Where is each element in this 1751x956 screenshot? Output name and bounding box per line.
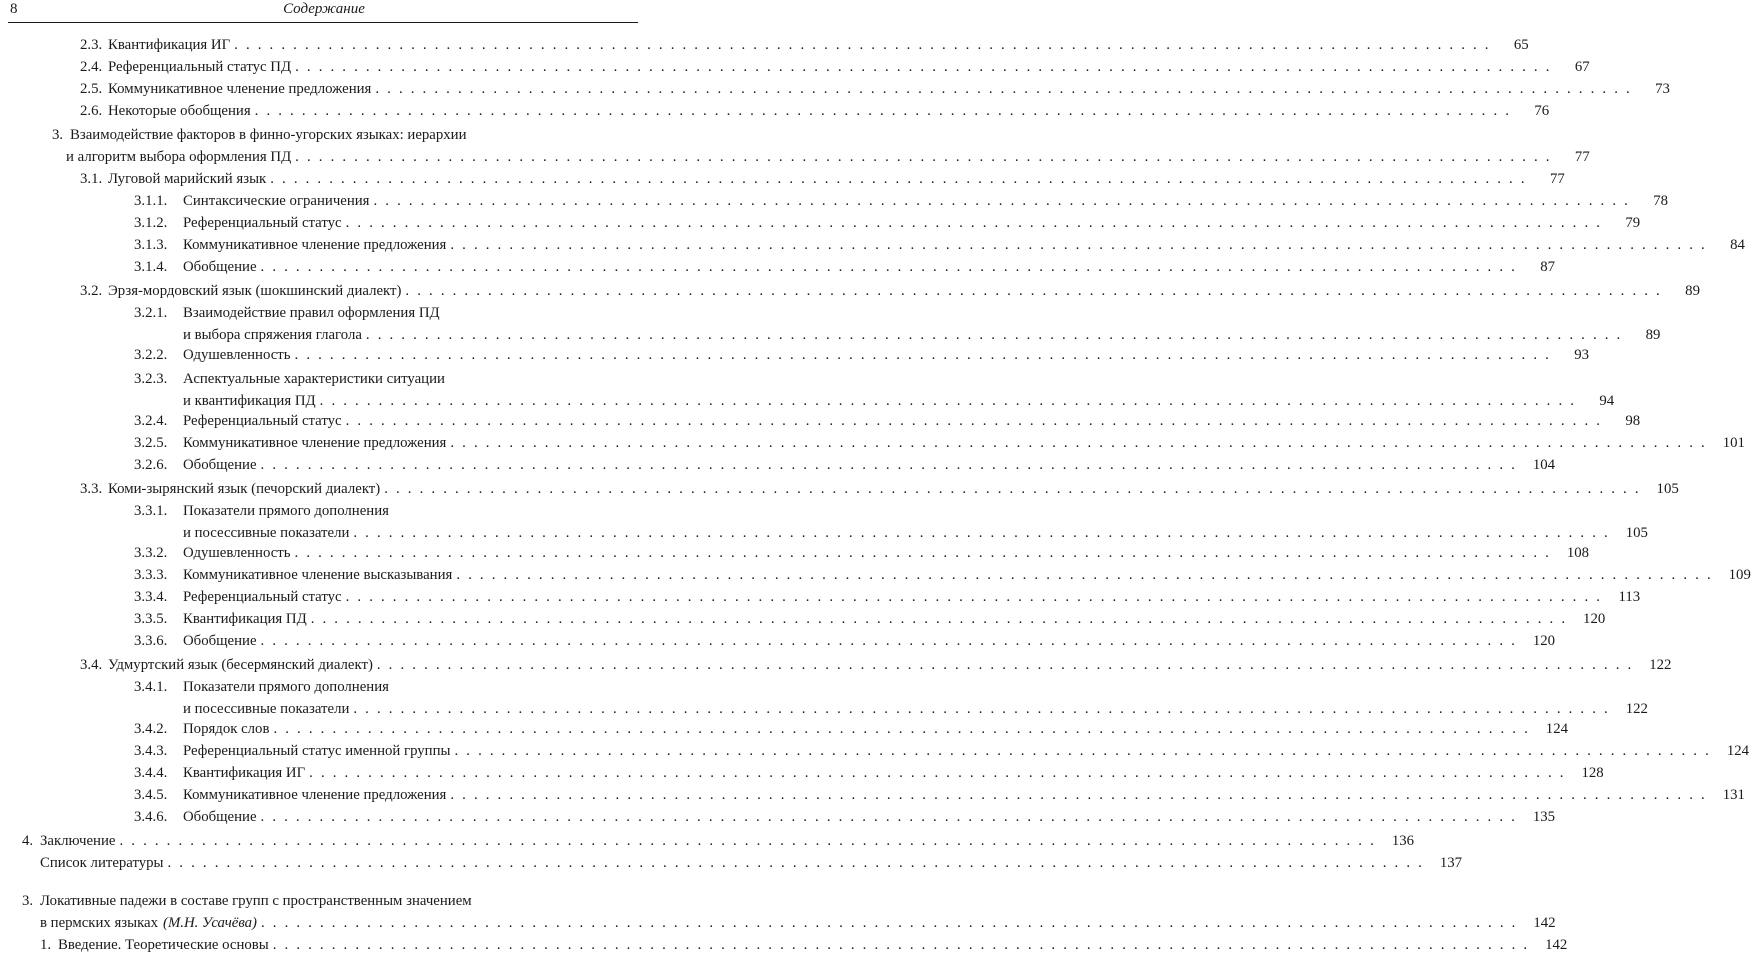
toc-entry-number: 3. [22,893,34,909]
toc-line [134,412,1641,431]
leader-dots [273,936,1530,955]
toc-entry [0,80,1670,100]
toc-entry-number: 3.3. [80,481,103,497]
toc-entry-number: 4. [22,833,34,849]
toc-entry-title: Коммуникативное членение предложения [108,81,372,97]
leader-dots [309,764,1566,783]
toc-line [134,786,1745,805]
toc-page-number: 108 [1566,545,1590,561]
leader-dots [346,588,1603,607]
toc-line [22,832,1415,851]
toc-entry [0,720,1568,740]
toc-entry [0,502,1648,546]
toc-entry-number: 3.1.3. [134,237,168,253]
toc-page-number: 122 [1625,701,1648,717]
toc-entry-title: Коммуникативное членение предложения [183,435,447,451]
toc-page-number: 79 [1625,215,1641,231]
leader-dots [255,102,1512,121]
toc-page-number: 122 [1649,657,1672,673]
toc-entry-number: 3.3.1. [134,503,168,519]
toc-page-number: 84 [1730,237,1745,253]
toc-entry-title: Квантификация ИГ [183,765,306,781]
leader-dots [234,36,1491,55]
toc-entry-title: Взаимодействие правил оформления ПД [183,305,440,321]
toc-page-number: 109 [1728,567,1751,583]
toc-entry-number: 3.2.6. [134,457,168,473]
leader-dots [168,854,1425,873]
toc-entry [0,412,1641,432]
toc-entry [0,102,1550,122]
toc-entry [0,370,1615,414]
toc-page-number: 128 [1581,765,1604,781]
toc-page-number: 76 [1534,103,1550,119]
leader-dots [384,480,1641,499]
toc-entry [0,656,1672,676]
toc-entry-number: 3.2.4. [134,413,168,429]
toc-entry [0,58,1590,78]
toc-entry [0,346,1590,366]
toc-line [134,456,1556,475]
page-number: 8 [10,1,18,17]
toc-entry-number: 3.2. [80,283,103,299]
toc-entry-number: 3.1. [80,171,103,187]
toc-line [183,392,1615,411]
toc-entry-title-continued: и квантификация ПД [183,393,316,409]
toc-entry-title: Коми-зырянский язык (печорский диалект) [108,481,381,497]
toc-line [80,36,1529,55]
toc-line [134,588,1641,607]
toc-line [183,700,1648,719]
toc-entry-title: Аспектуальные характеристики ситуации [183,371,445,387]
toc-entry-number: 1. [40,937,52,953]
toc-page-number: 124 [1726,743,1750,759]
toc-page-number: 135 [1532,809,1556,825]
leader-dots [346,214,1603,233]
toc-line [134,258,1556,277]
toc-entry [0,282,1700,302]
leader-dots [295,58,1552,77]
toc-line [134,304,440,323]
toc-entry [0,480,1679,500]
leader-dots [377,656,1634,675]
toc-line [134,502,389,521]
toc-entry-title-continued: и посессивные показатели [183,701,350,717]
toc-entry-title: Показатели прямого дополнения [183,503,389,519]
toc-entry-number: 3.1.1. [134,193,168,209]
toc-page-number: 105 [1625,525,1648,541]
leader-dots [119,832,1376,851]
toc-line [66,148,1590,167]
toc-entry [0,892,1556,936]
toc-entry-number: 3.4.3. [134,743,168,759]
toc-entry-number: 3.4.4. [134,765,168,781]
toc-entry-title: Коммуникативное членение предложения [183,237,447,253]
leader-dots [353,700,1610,719]
leader-dots [273,720,1530,739]
leader-dots [295,346,1552,365]
toc-entry-number: 3.4.1. [134,679,168,695]
toc-page-number: 137 [1439,855,1463,871]
leader-dots [373,192,1630,211]
toc-entry [0,764,1604,784]
toc-entry-number: 2.4. [80,59,103,75]
toc-page-number: 142 [1545,937,1568,953]
toc-entry [0,742,1750,762]
toc-entry-number: 3.2.5. [134,435,168,451]
toc-line [134,808,1556,827]
toc-page-number: 120 [1532,633,1556,649]
leader-dots [366,326,1623,345]
toc-entry [0,214,1641,234]
toc-entry-title-continued: и алгоритм выбора оформления ПД [66,149,292,165]
toc-line [134,632,1556,651]
toc-entry-title-continued: в пермских языках [40,915,159,931]
toc-entry [0,936,1568,956]
toc-entry-title: Квантификация ИГ [108,37,231,53]
toc-page-number: 67 [1574,59,1590,75]
toc-entry-title: Некоторые обобщения [108,103,251,119]
toc-entry-number: 3.4.5. [134,787,168,803]
toc-line [134,346,1590,365]
page-header [0,0,648,24]
leader-dots [450,434,1707,453]
leader-dots [320,392,1577,411]
toc-entry-title: Порядок слов [183,721,270,737]
toc-entry [0,544,1590,564]
toc-page-number: 105 [1656,481,1679,497]
toc-entry [0,304,1661,348]
toc-entry-title: Список литературы [40,855,164,871]
toc-entry-title: Квантификация ПД [183,611,307,627]
toc-line [134,370,445,389]
toc-entry-number: 3.3.2. [134,545,168,561]
toc-entry-title: Обобщение [183,259,257,275]
toc-entry [0,126,1590,170]
toc-entry [0,36,1529,56]
toc-entry-title: Синтаксические ограничения [183,193,370,209]
toc-line [40,854,1463,873]
toc-page-number: 101 [1722,435,1745,451]
toc-entry-number: 3.4.6. [134,809,168,825]
toc-entry [0,808,1556,828]
leader-dots [295,544,1552,563]
toc-entry-number: 3.4. [80,657,103,673]
leader-dots [375,80,1632,99]
toc-line [134,610,1606,629]
toc-page-number: 87 [1540,259,1556,275]
toc-entry [0,854,1463,874]
toc-entry [0,786,1745,806]
leader-dots [261,258,1518,277]
toc-entry [0,588,1641,608]
toc-page-number: 73 [1655,81,1670,97]
toc-entry-number: 3.3.4. [134,589,168,605]
toc-entry [0,632,1556,652]
toc-page-number: 120 [1583,611,1606,627]
leader-dots [450,786,1707,805]
toc-line [40,936,1568,955]
toc-page-number: 65 [1513,37,1529,53]
leader-dots [454,742,1711,761]
running-title: Содержание [283,1,365,17]
toc-entry-title: Удмуртский язык (бесермянский диалект) [108,657,373,673]
toc-entry-number: 3.3.5. [134,611,168,627]
toc-entry [0,236,1745,256]
toc-entry-number: 3.3.3. [134,567,168,583]
toc-line [134,764,1604,783]
leader-dots [311,610,1568,629]
toc-entry-title: Заключение [40,833,116,849]
toc-page-number: 78 [1653,193,1669,209]
toc-line [183,326,1661,345]
toc-entry [0,258,1556,278]
toc-entry-title: Луговой марийский язык [108,171,267,187]
leader-dots [295,148,1552,167]
toc-entry-title: Коммуникативное членение высказывания [183,567,453,583]
toc-page-number: 89 [1645,327,1661,343]
toc-entry [0,832,1415,852]
toc-page-number: 93 [1574,347,1590,363]
toc-line [134,720,1568,739]
toc-page-number: 136 [1391,833,1415,849]
toc-entry-title: Обобщение [183,457,257,473]
toc-line [134,566,1751,585]
toc-line [80,80,1670,99]
toc-entry-number: 3.2.2. [134,347,168,363]
toc-line [22,892,472,911]
toc-line [80,58,1590,77]
toc-entry-title: Обобщение [183,633,257,649]
toc-entry-number: 3.2.1. [134,305,168,321]
toc-page-number: 94 [1599,393,1615,409]
toc-line [134,236,1745,255]
toc-entry [0,678,1648,722]
leader-dots [405,282,1662,301]
toc-entry-title-continued: и выбора спряжения глагола [183,327,362,343]
leader-dots [456,566,1713,585]
toc-line [40,914,1556,933]
toc-entry-title: Референциальный статус [183,413,342,429]
leader-dots [450,236,1707,255]
toc-page-number: 77 [1549,171,1565,187]
toc-entry-title: Референциальный статус [183,215,342,231]
toc-entry-title: Коммуникативное членение предложения [183,787,447,803]
toc-entry-number: 2.3. [80,37,103,53]
toc-entry [0,192,1669,212]
toc-entry-number: 3. [52,127,64,143]
toc-line [134,678,389,697]
toc-line [80,656,1672,675]
toc-line [183,524,1648,543]
toc-line [134,214,1641,233]
toc-page-number: 98 [1625,413,1641,429]
leader-dots [261,914,1518,933]
toc-entry-title-continued: и посессивные показатели [183,525,350,541]
header-rule [8,22,638,23]
toc-page-number: 124 [1545,721,1568,737]
toc-line [80,102,1550,121]
toc-entry [0,456,1556,476]
toc-line [134,192,1669,211]
toc-entry-number: 2.5. [80,81,103,97]
toc-entry-number: 3.1.2. [134,215,168,231]
toc-page-number: 77 [1574,149,1590,165]
toc-entry [0,610,1606,630]
toc-entry-number: 3.4.2. [134,721,168,737]
toc-entry [0,434,1745,454]
leader-dots [270,170,1527,189]
leader-dots [261,632,1518,651]
toc-page-number: 131 [1722,787,1745,803]
toc-entry [0,170,1565,190]
toc-entry-title: Эрзя-мордовский язык (шокшинский диалект) [108,283,402,299]
toc-entry-number: 3.2.3. [134,371,168,387]
toc-entry-title: Показатели прямого дополнения [183,679,389,695]
toc-line [134,742,1750,761]
toc-page-number: 89 [1685,283,1700,299]
toc-entry-number: 3.1.4. [134,259,168,275]
toc-entry-title: Референциальный статус ПД [108,59,292,75]
toc-entry-title: Введение. Теоретические основы [58,937,269,953]
toc-entry-number: 3.3.6. [134,633,168,649]
toc-line [80,480,1679,499]
toc-page-number: 113 [1618,589,1641,605]
toc-entry [0,566,1751,586]
toc-line [134,544,1590,563]
toc-entry-title: Взаимодействие факторов в финно-угорских языках: иерархии [70,127,467,143]
toc-entry-author: (М.Н. Усачёва) [163,915,257,931]
toc-page-number: 104 [1532,457,1556,473]
toc-line [52,126,467,145]
toc-line [80,282,1700,301]
toc-entry-title: Локативные падежи в составе групп с пространственным значением [40,893,472,909]
toc-line [80,170,1565,189]
toc-entry-title: Обобщение [183,809,257,825]
toc-entry-number: 2.6. [80,103,103,119]
leader-dots [261,808,1518,827]
toc-page-number: 142 [1533,915,1556,931]
toc-entry-title: Референциальный статус именной группы [183,743,451,759]
toc-entry-title: Одушевленность [183,545,291,561]
toc-entry-title: Референциальный статус [183,589,342,605]
toc-entry-title: Одушевленность [183,347,291,363]
leader-dots [261,456,1518,475]
leader-dots [346,412,1603,431]
leader-dots [353,524,1610,543]
toc-line [134,434,1745,453]
